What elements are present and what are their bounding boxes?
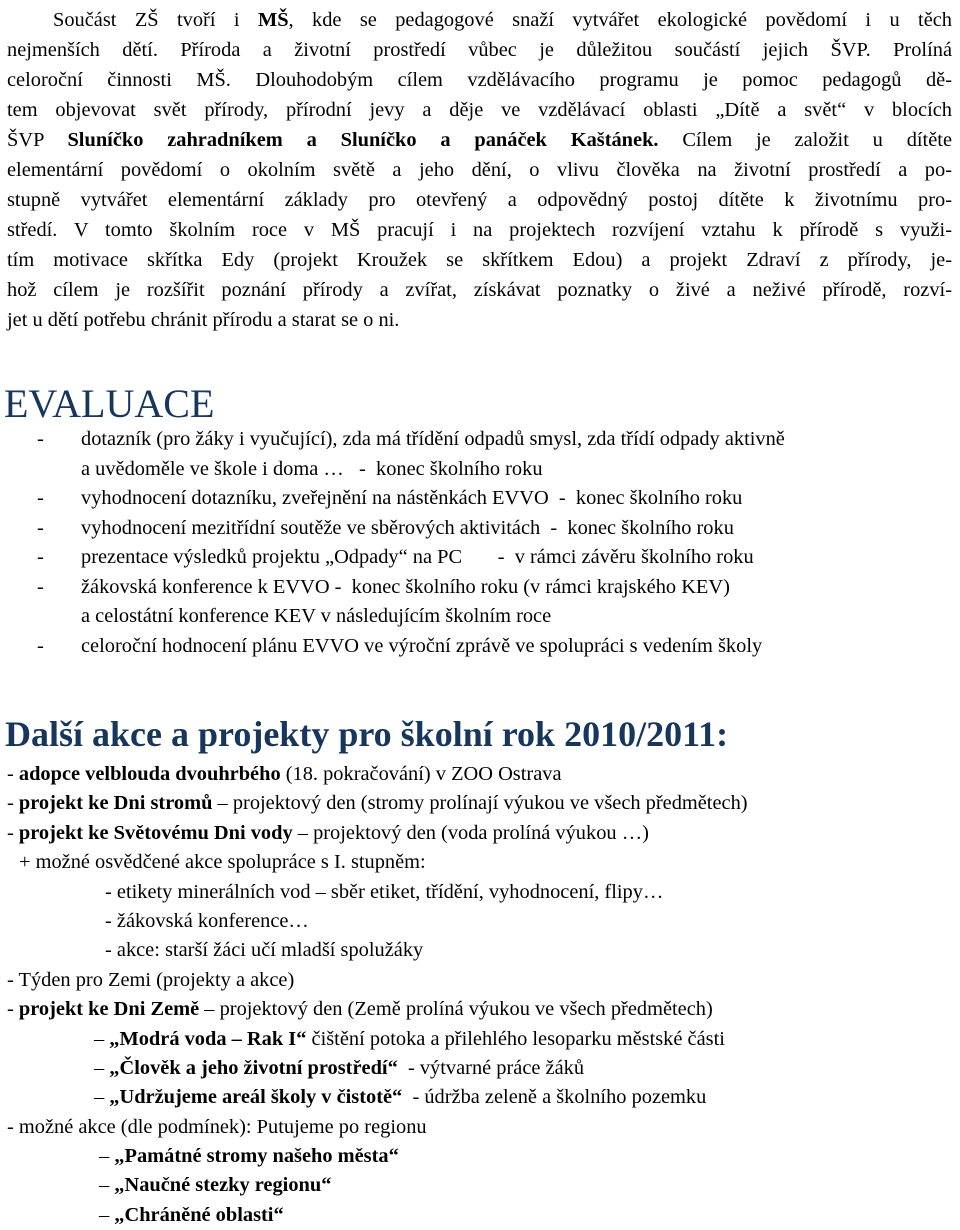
intro-line-text xyxy=(53,9,952,31)
text-span: + možné osvědčené akce spolupráce s I. stupněm: xyxy=(19,851,426,874)
plan-item xyxy=(7,760,952,789)
intro-line-text xyxy=(7,39,952,61)
text-span: – xyxy=(94,1056,110,1079)
evaluace-item-text: a celostátní konference KEV v následujícím školním roce xyxy=(81,605,552,627)
list-dash: - xyxy=(37,634,44,657)
text-span: – xyxy=(99,1145,115,1168)
text-span: jet u dětí potřebu chránit přírodu a starat se o ni. xyxy=(7,309,400,331)
intro-line xyxy=(7,185,952,215)
text-span: - výtvarné práce žáků xyxy=(397,1056,585,1079)
plan-item xyxy=(7,1201,952,1230)
intro-line-text xyxy=(7,159,952,181)
text-span: ŠVP xyxy=(7,129,68,151)
text-span: (18. pokračování) v ZOO Ostrava xyxy=(280,763,562,785)
text-span: stupně vytvářet elementární základy pro otevřený a odpovědný postoj dítěte k životnímu pro- xyxy=(7,189,952,211)
intro-line xyxy=(7,35,952,65)
text-span: – projektový den (voda prolíná výukou …) xyxy=(292,821,649,844)
intro-line xyxy=(7,65,952,95)
text-span: tem objevovat svět přírody, přírodní jevy a děje ve vzdělávací oblasti „Dítě a svět“ v blocích xyxy=(7,99,952,121)
evaluace-list xyxy=(37,425,952,661)
evaluace-item-text: celoroční hodnocení plánu EVVO ve výroční zprávě ve spolupráci s vedením školy xyxy=(81,634,763,657)
bold-text-span: Sluníčko zahradníkem a Sluníčko a panáček Kaštánek. xyxy=(67,129,659,151)
evaluace-item xyxy=(37,543,952,573)
list-dash: - xyxy=(37,428,44,450)
intro-line xyxy=(7,95,952,125)
intro-line xyxy=(7,5,952,35)
bold-text-span: adopce velbloudа dvouhrbého xyxy=(18,763,281,785)
plan-item xyxy=(7,966,952,995)
intro-line-text xyxy=(7,69,952,91)
text-span: – projektový den (Země prolíná výukou ve všech předmětech) xyxy=(199,998,713,1021)
list-dash: - xyxy=(37,516,44,539)
text-span: tím motivace skřítka Edy (projekt Kroužek se skřítkem Edou) a projekt Zdraví z přírody, je- xyxy=(7,249,952,271)
text-span: – projektový den (stromy prolínají výukou ve všech předmětech) xyxy=(212,792,748,815)
intro-line-text xyxy=(7,219,952,241)
dalsi-akce-list xyxy=(7,760,952,1230)
intro-line-text xyxy=(7,249,952,271)
text-span: - údržba zeleně a školního pozemku xyxy=(402,1086,707,1109)
intro-line xyxy=(7,245,952,275)
evaluace-item xyxy=(37,514,952,544)
intro-line xyxy=(7,305,952,335)
text-span: - etikety minerálních vod – sběr etiket, třídění, vyhodnocení, flipy… xyxy=(105,880,664,903)
bold-text-span: projekt ke Světovému Dni vody xyxy=(18,821,293,844)
intro-line xyxy=(7,215,952,245)
evaluace-item-text: dotazník (pro žáky i vyučující), zda má třídění odpadů smysl, zda třídí odpady aktivně xyxy=(81,428,785,450)
plan-item xyxy=(7,1054,952,1083)
text-span: celoroční činnosti MŠ. Dlouhodobým cílem vzdělávacího programu je pomoc pedagogů dě- xyxy=(7,69,952,91)
text-span: - xyxy=(7,821,19,844)
evaluace-item xyxy=(37,632,952,662)
evaluace-item-text: prezentace výsledků projektu „Odpady“ na PC - v rámci závěru školního roku xyxy=(81,546,754,568)
plan-item xyxy=(7,1025,952,1054)
text-span: středí. V tomto školním roce v MŠ pracují i na projektech rozvíjení vztahu k přírodě s využi- xyxy=(7,219,952,241)
evaluace-heading: EVALUACE xyxy=(4,381,215,426)
text-span: – xyxy=(94,1027,110,1050)
text-span: – xyxy=(99,1174,115,1197)
plan-item xyxy=(7,789,952,818)
text-span: nejmenších dětí. Příroda a životní prostředí vůbec je důležitou součástí jejich ŠVP. Prolíná xyxy=(7,39,952,61)
list-dash: - xyxy=(37,487,44,509)
plan-item xyxy=(7,907,952,936)
intro-line-text xyxy=(7,279,952,301)
bold-text-span: „Památné stromy našeho města“ xyxy=(114,1145,399,1168)
list-dash: - xyxy=(37,575,44,598)
intro-line-text xyxy=(7,189,952,211)
bold-text-span: projekt ke Dni stromů xyxy=(18,792,213,815)
intro-line xyxy=(7,275,952,305)
intro-line-text xyxy=(7,129,952,151)
bold-text-span: „Udržujeme areál školy v čistotě“ xyxy=(109,1086,403,1109)
text-span: - xyxy=(7,792,19,815)
evaluace-item-text: vyhodnocení dotazníku, zveřejnění na nástěnkách EVVO - konec školního roku xyxy=(81,487,743,509)
plan-item xyxy=(7,936,952,965)
text-span: Cílem je založit u dítěte xyxy=(658,129,952,151)
bold-text-span: „Člověk a jeho životní prostředí“ xyxy=(109,1056,398,1079)
text-span: – xyxy=(99,1203,115,1226)
text-span: – xyxy=(94,1086,110,1109)
plan-item xyxy=(7,819,952,848)
plan-item xyxy=(7,1142,952,1171)
text-span: - žákovská konference… xyxy=(105,909,309,932)
dalsi-akce-heading: Další akce a projekty pro školní rok 2010/2011: xyxy=(5,714,729,754)
plan-item xyxy=(7,848,952,877)
text-span: Součást ZŠ tvoří i xyxy=(53,9,258,31)
intro-line-text xyxy=(7,99,952,121)
plan-item xyxy=(7,1113,952,1142)
bold-text-span: MŠ xyxy=(257,9,289,31)
bold-text-span: projekt ke Dni Země xyxy=(18,998,200,1021)
text-span: - možné akce (dle podmínek): Putujeme po regionu xyxy=(7,1115,427,1138)
evaluace-item xyxy=(37,573,952,632)
intro-line xyxy=(7,155,952,185)
text-span: , kde se pedagogové snaží vytvářet ekologické povědomí i u těch xyxy=(288,9,952,31)
bold-text-span: „Chráněné oblasti“ xyxy=(114,1203,284,1226)
text-span: elementární povědomí o okolním světě a jeho dění, o vlivu člověka na životní prostředí a po- xyxy=(7,159,952,181)
evaluace-item xyxy=(37,425,952,484)
evaluace-item-text: žákovská konference k EVVO - konec školního roku (v rámci krajského KEV) xyxy=(81,575,730,598)
text-span: - xyxy=(7,763,19,785)
text-span: hož cílem je rozšířit poznání přírody a zvířat, získávat poznatky o živé a neživé přírodě, rozví- xyxy=(7,279,952,301)
intro-line xyxy=(7,125,952,155)
plan-item xyxy=(7,995,952,1024)
plan-item xyxy=(7,878,952,907)
intro-line-text xyxy=(7,309,399,331)
evaluace-item xyxy=(37,484,952,514)
plan-item xyxy=(7,1171,952,1200)
text-span: - xyxy=(7,998,19,1021)
text-span: - akce: starší žáci učí mladší spolužáky xyxy=(105,939,424,962)
list-dash: - xyxy=(37,546,44,568)
text-span: - Týden pro Zemi (projekty a akce) xyxy=(7,968,295,991)
plan-item xyxy=(7,1083,952,1112)
evaluace-item-text: vyhodnocení mezitřídní soutěže ve sběrových aktivitách - konec školního roku xyxy=(81,516,734,539)
evaluace-item-text: a uvědoměle ve škole i doma … - konec školního roku xyxy=(81,457,543,480)
bold-text-span: „Naučné stezky regionu“ xyxy=(114,1174,332,1197)
bold-text-span: „Modrá voda – Rak I“ xyxy=(109,1027,307,1050)
text-span: čištění potoka a přilehlého lesoparku městské části xyxy=(306,1027,725,1050)
intro-paragraph xyxy=(7,5,952,335)
